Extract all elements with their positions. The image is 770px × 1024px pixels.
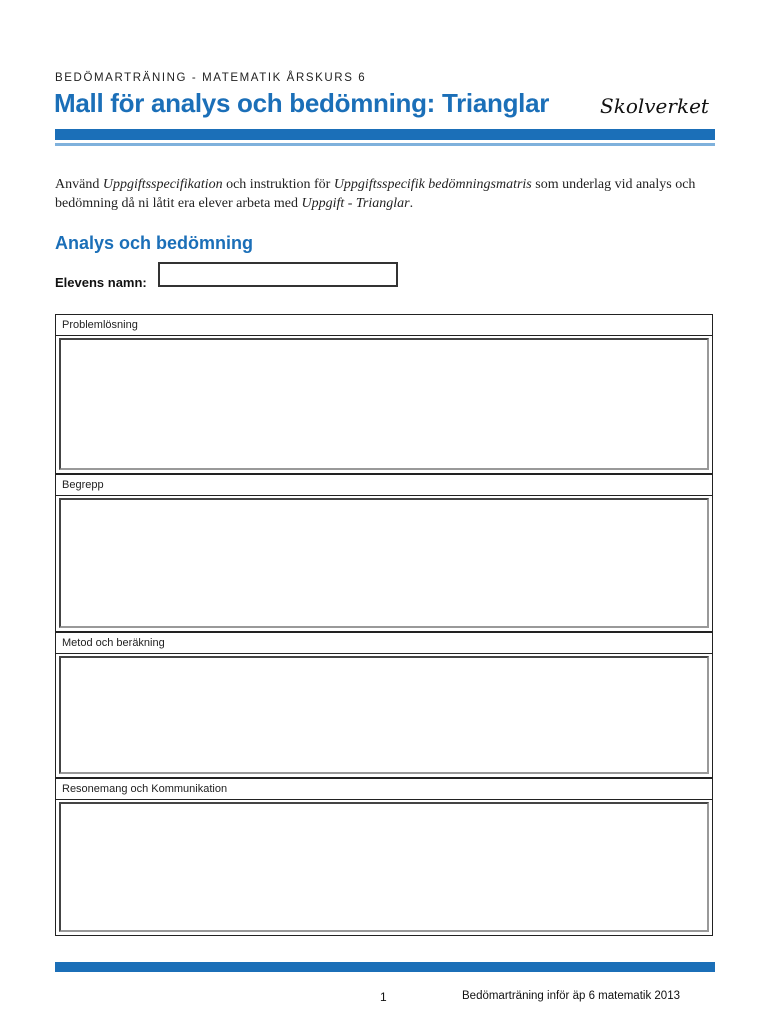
page-number: 1 (380, 990, 387, 1004)
panel-begrepp (55, 474, 713, 632)
intro-paragraph (55, 175, 705, 213)
header-rule-thick (55, 129, 715, 140)
problemlosning-text-area[interactable] (59, 338, 709, 470)
skolverket-logo: Skolverket (600, 94, 709, 118)
begrepp-text-area[interactable] (59, 498, 709, 628)
intro-text: som underlag vid analys och bedömning då ni låtit era elever arbeta med (55, 177, 696, 211)
header-rule-thin (55, 143, 715, 146)
footer-rule (55, 962, 715, 972)
panel-label: Resonemang och Kommunikation (56, 779, 712, 800)
intro-emphasis: Uppgift - Trianglar (301, 196, 410, 211)
section-heading: Analys och bedömning (55, 233, 254, 253)
panel-metod-och-berakning (55, 632, 713, 778)
intro-emphasis: Uppgiftsspecifikation (102, 177, 223, 192)
footer-text: Bedömarträning inför äp 6 matematik 2013 (462, 990, 680, 1002)
panel-label: Problemlösning (56, 315, 712, 336)
panel-label: Begrepp (56, 475, 712, 496)
panel-resonemang-och-kommunikation (55, 778, 713, 936)
document-kicker: BEDÖMARTRÄNING - MATEMATIK ÅRSKURS 6 (55, 72, 367, 84)
intro-text: Använd (55, 177, 103, 192)
resonemang-och-kommunikation-text-area[interactable] (59, 802, 709, 932)
intro-text: och instruktion för (222, 177, 334, 192)
panel-label: Metod och beräkning (56, 633, 712, 654)
intro-text: . (409, 196, 414, 211)
metod-och-berakning-text-area[interactable] (59, 656, 709, 774)
student-name-input[interactable] (158, 262, 398, 287)
intro-emphasis: Uppgiftsspecifik bedömningsmatris (333, 177, 532, 192)
page-title: Mall för analys och bedömning: Trianglar (54, 88, 550, 118)
student-name-label: Elevens namn: (55, 275, 147, 290)
panel-problemlosning (55, 314, 713, 474)
